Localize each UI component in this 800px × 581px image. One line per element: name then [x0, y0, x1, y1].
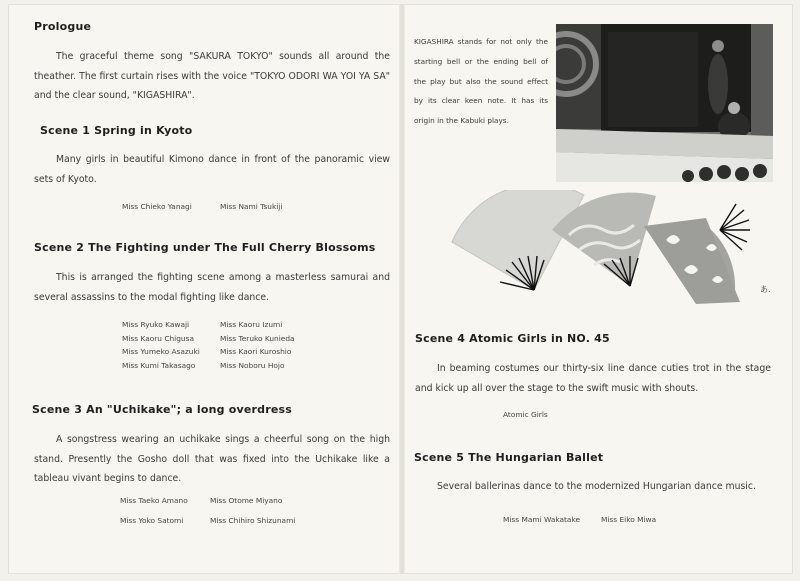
- scene4-cast: Atomic Girls: [503, 410, 548, 419]
- cast-name: Miss Kaoru Izumi: [220, 320, 283, 329]
- cast-row: [122, 318, 295, 332]
- scene2-text: This is arranged the fighting scene among a masterless samurai and several assassins to the modal fighting like dance.: [34, 272, 390, 303]
- cast-name: Miss Kumi Takasago: [122, 360, 196, 370]
- scene1-cast: [122, 200, 282, 214]
- cast-row: [122, 345, 295, 359]
- cast-name: Miss Otome Miyano: [210, 496, 283, 505]
- scene1-text: Many girls in beautiful Kimono dance in front of the panoramic view sets of Kyoto.: [34, 154, 390, 185]
- scene3-heading: Scene 3 An "Uchikake"; a long overdress: [32, 403, 293, 416]
- scene2-heading: Scene 2 The Fighting under The Full Cherry Blossoms: [34, 241, 376, 254]
- cast-name: Miss Taeko Amano: [120, 496, 188, 505]
- cast-row: [122, 200, 282, 214]
- artist-signature: あ.: [760, 285, 771, 294]
- cast-row: [120, 491, 295, 511]
- kigashira-caption: KIGASHIRA stands for not only the starting bell or the ending bell of the play but also the sound effect by its clear keen note. It has its origin in the Kabuki plays.: [414, 37, 548, 126]
- cast-row: [503, 513, 656, 527]
- scene3-cast: [120, 491, 295, 531]
- cast-name: Miss Chihiro Shizunami: [210, 516, 296, 525]
- cast-name: Miss Yumeko Asazuki: [122, 347, 200, 357]
- cast-name: Miss Nami Tsukiji: [220, 202, 283, 211]
- scene1-heading: Scene 1 Spring in Kyoto: [40, 124, 193, 137]
- folding-fans-image: [444, 190, 774, 306]
- page-gutter: [399, 4, 405, 574]
- fans-illustration: [444, 190, 774, 306]
- cast-name: Miss Kaoru Chigusa: [122, 333, 194, 343]
- prologue-heading: Prologue: [34, 20, 92, 33]
- prologue-text: The graceful theme song "SAKURA TOKYO" sounds all around the theather. The first curtain rises with the voice "TOKYO ODORI WA YOI YA SA" and the clear sound, "KIGASHIRA".: [34, 51, 390, 101]
- scene5-cast: [503, 513, 656, 527]
- cast-row: [120, 511, 295, 531]
- scene5-text: Several ballerinas dance to the modernized Hungarian dance music.: [437, 481, 756, 492]
- cast-row: [122, 332, 295, 346]
- scene4-heading: Scene 4 Atomic Girls in NO. 45: [415, 332, 610, 345]
- scene5-heading: Scene 5 The Hungarian Ballet: [414, 451, 604, 464]
- cast-row: [122, 359, 295, 373]
- cast-name: Miss Mami Wakatake: [503, 515, 581, 524]
- cast-name: Miss Teruko Kunieda: [220, 333, 295, 343]
- cast-name: Miss Noboru Hojo: [220, 360, 285, 370]
- cast-name: Miss Chieko Yanagi: [122, 202, 192, 211]
- stage-photo: [556, 24, 773, 182]
- cast-name: Miss Eiko Miwa: [601, 515, 657, 524]
- stage-photo-image: [556, 24, 773, 182]
- cast-name: Miss Yoko Satomi: [120, 516, 184, 525]
- cast-name: Miss Kaori Kuroshio: [220, 347, 292, 357]
- scene4-text: In beaming costumes our thirty-six line dance cuties trot in the stage and kick up all over the stage to the swift music with shouts.: [415, 363, 771, 394]
- cast-name: Miss Ryuko Kawaji: [122, 320, 190, 329]
- scene2-cast: [122, 318, 295, 372]
- scene3-text: A songstress wearing an uchikake sings a cheerful song on the high stand. Presently the Gosho doll that was fixed into the Uchikake like a tableau vivant begins to dance.: [34, 434, 390, 484]
